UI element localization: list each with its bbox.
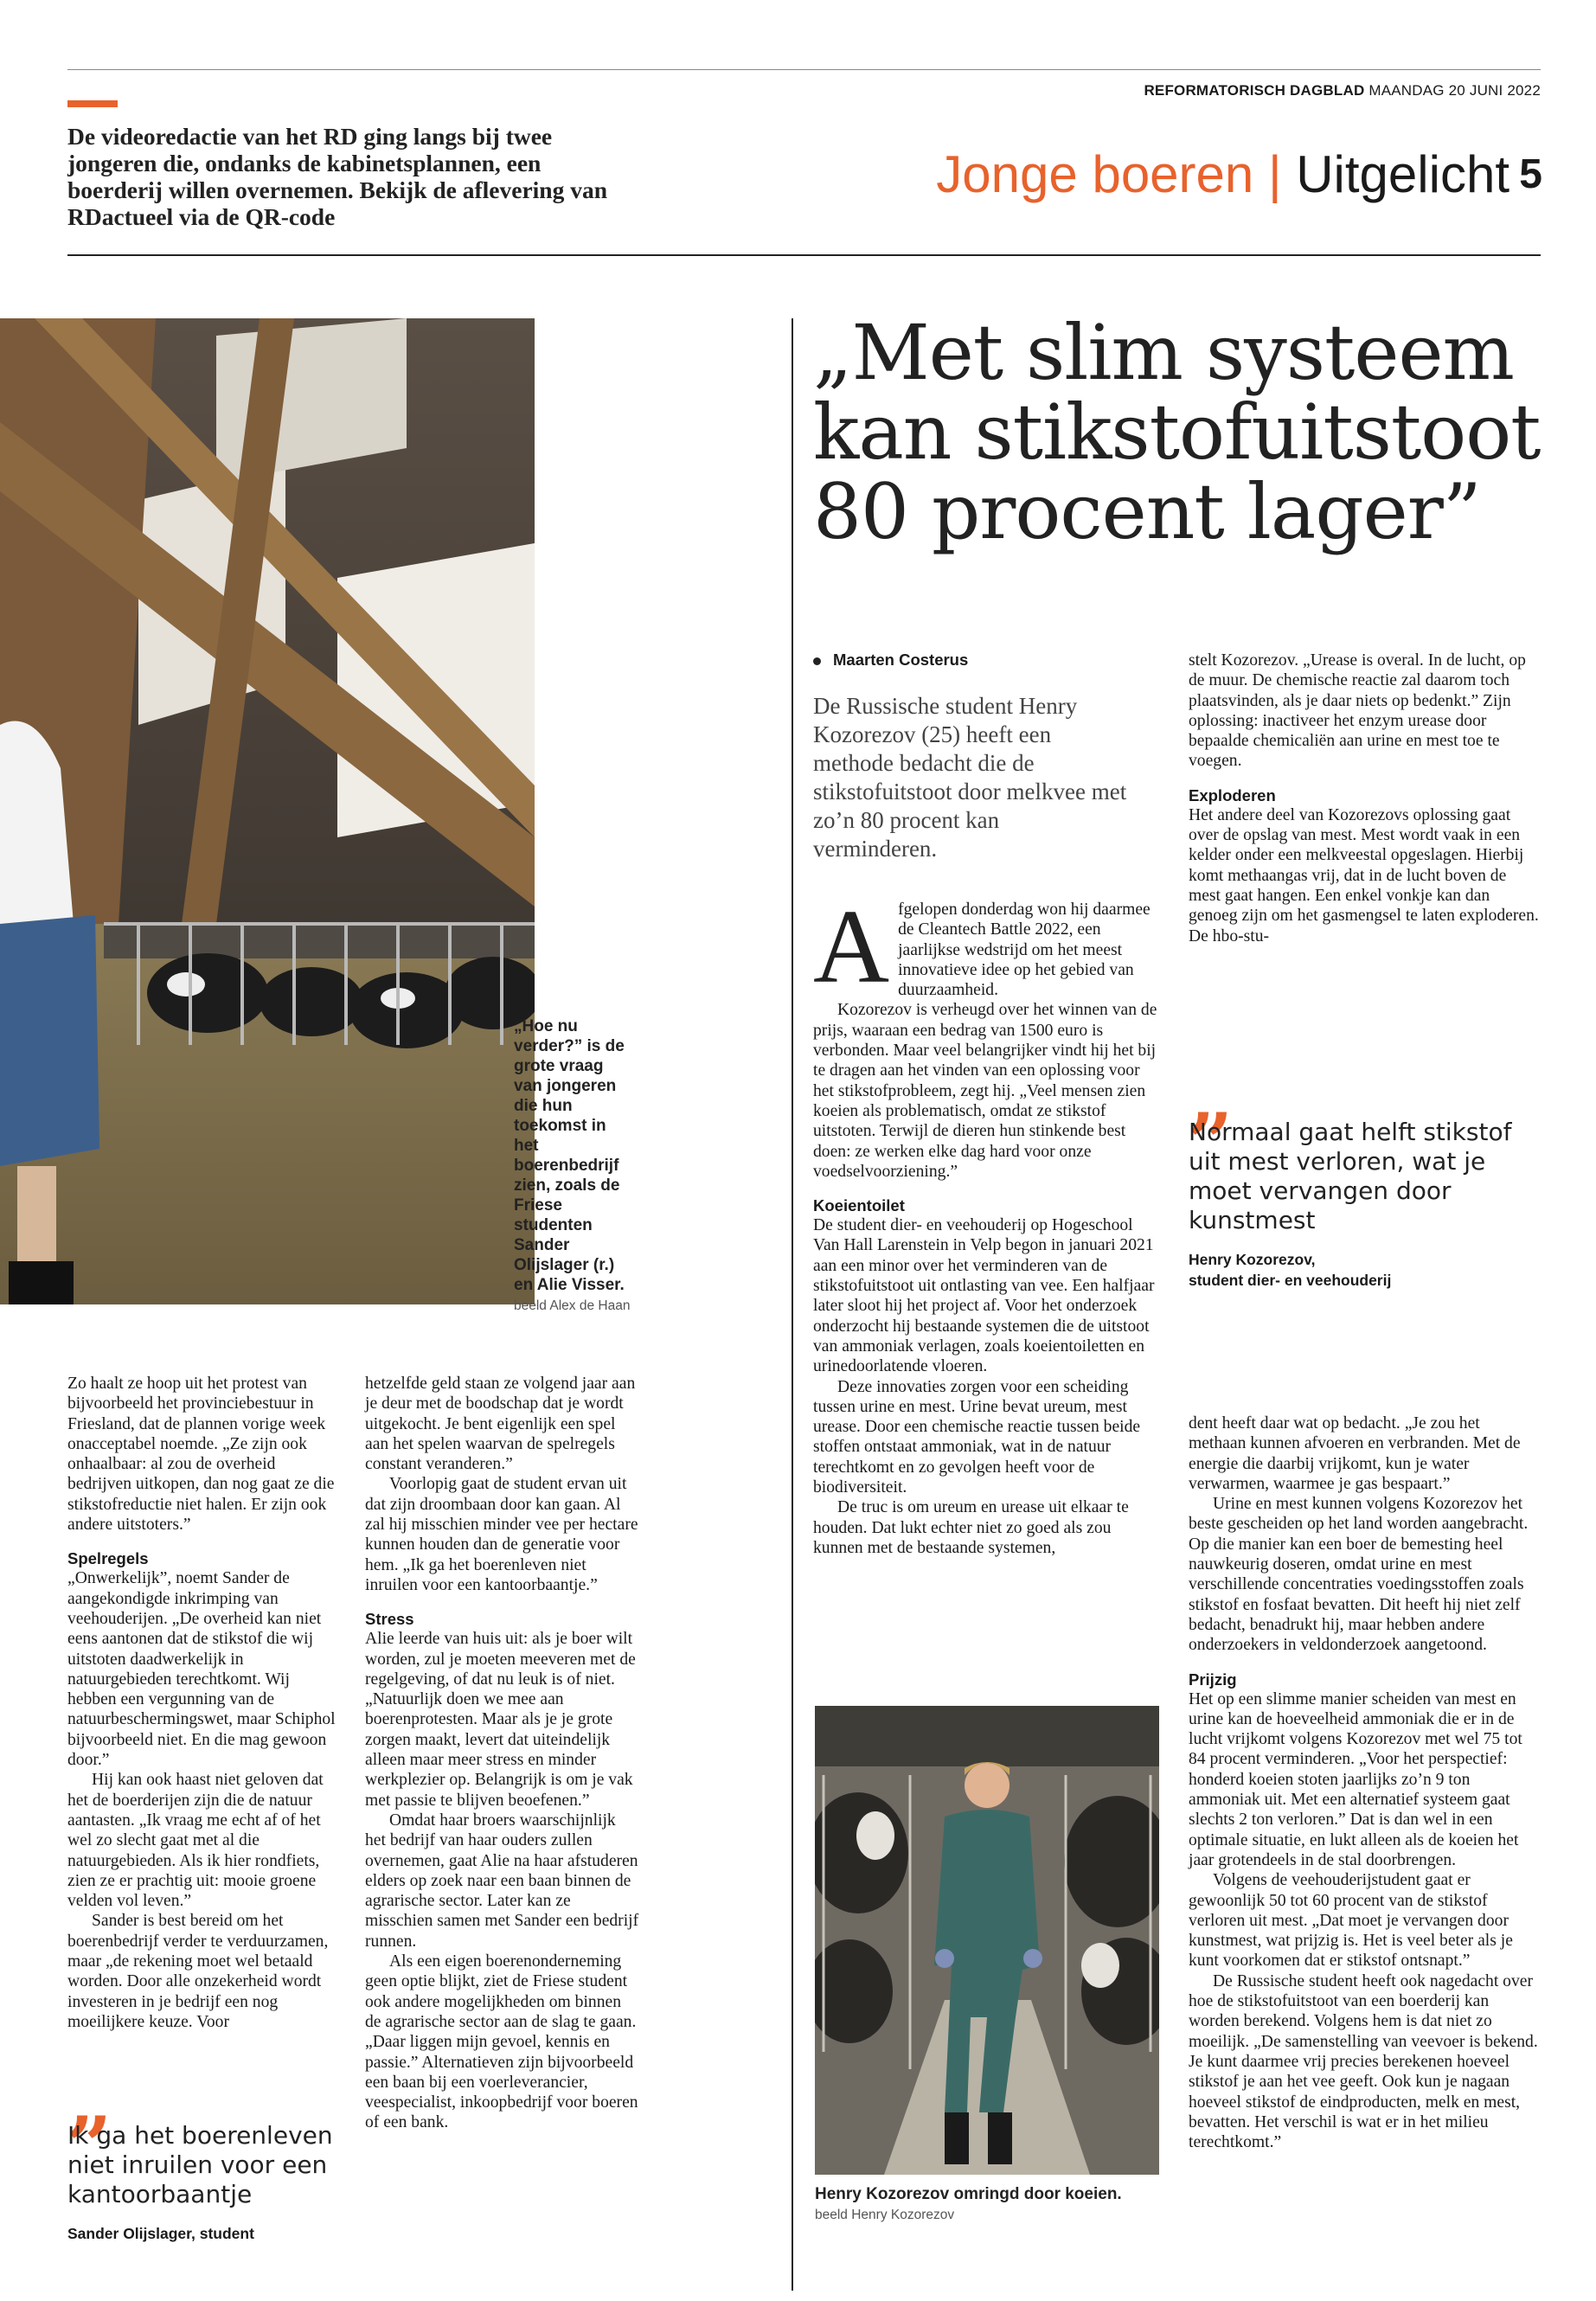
barn-photo-image: [0, 318, 535, 1304]
subheading: Stress: [365, 1610, 414, 1629]
paragraph: Urine en mest kunnen volgens Kozorezov het beste gescheiden op het land worden aangebracht. Op die manier kan een boer de bemesting heel nauwkeurig doseren, omdat urine en mest verschillende concentraties voedingsstoffen zoals stikstof en fosfaat bevatten. Dit heeft hij niet zelf bedacht, benadrukt hij, maar hebben andere onderzoekers in veldonderzoek aangetoond.: [1189, 1495, 1529, 1655]
section-separator: |: [1267, 145, 1282, 203]
pull-quote-text: Ik ga het boerenleven niet inruilen voor een kantoorbaantje: [67, 2121, 333, 2208]
paragraph: stelt Kozorezov. „Urease is overal. In de lucht, op de muur. De chemische reactie zal daarom toch plaatsvinden, als je daar niets op bedenkt.” Zijn oplossing: inactiveer het enzym urease door bepaalde chemicaliën aan urine en mest toe te voegen.: [1189, 651, 1526, 771]
column-divider: [792, 318, 793, 2291]
paragraph: Omdat haar broers waarschijnlijk het bedrijf van haar ouders zullen overnemen, gaat Alie na haar afstuderen elders op zoek naar een baan binnen de agrarische sector. Later kan ze misschien samen met Sander een bedrijf runnen.: [365, 1811, 639, 1951]
header-intro: De videoredactie van het RD ging langs bij twee jongeren die, ondanks de kabinetsplannen, een boerderij willen overnemen. Bekijk de aflevering van RDactueel via de QR-code: [67, 123, 608, 230]
paragraph: Het andere deel van Kozorezovs oplossing gaat over de opslag van mest. Mest wordt vaak in een kelder onder een melkveestal opgeslagen. Hierbij komt methaangas vrij, dat in de lucht boven de mest gaat hangen. Een enkel vonkje kan dan genoeg zijn om het gasmengsel te laten exploderen. De hbo-stu-: [1189, 805, 1539, 945]
article-column-1: [813, 888, 1159, 1558]
paper-name: REFORMATORISCH DAGBLAD: [1144, 82, 1365, 99]
dropcap: A: [813, 888, 890, 1005]
byline: [813, 651, 968, 670]
paper-date: MAANDAG 20 JUNI 2022: [1368, 82, 1541, 99]
paragraph: Als een eigen boerenonderneming geen optie blijkt, ziet de Friese student ook andere mogelijkheden om binnen de agrarische sector aan de slag te gaan. „Daar liggen mijn gevoel, kennis en passie.” Alternatieven zijn bijvoorbeeld een baan bij een voerleverancier, veespecialist, inkoopbedrijf voor boeren of een bank.: [365, 1952, 638, 2132]
article-lead: De Russische student Henry Kozorezov (25) heeft een methode bedacht die de stikstofuitstoot door melkvee met zo’n 80 procent kan verminderen.: [813, 693, 1127, 862]
byline-bullet: [813, 657, 821, 665]
paragraph: hetzelfde geld staan ze volgend jaar aan je deur met de boodschap dat je wordt uitgekocht. Je bent eigenlijk een spel aan het spelen waarvan de spelregels constant veranderen.”: [365, 1375, 636, 1474]
left-story-column-1: [67, 1374, 343, 2032]
left-story-column-2: [365, 1374, 640, 2133]
paragraph: Voorlopig gaat de student ervan uit dat zijn droombaan door kan gaan. Al zal hij misschien minder vee per hectare kunnen houden dan de generatie voor hem. „Ik ga het boerenleven niet inruilen voor een kantoorbaantje.”: [365, 1475, 638, 1594]
paragraph: Zo haalt ze hoop uit het protest van bijvoorbeeld het provinciebestuur in Friesland, dat de plannen vorige week onacceptabel noemde. „Ze zijn ook onhaalbaar: al zou de overheid bedrijven uitkopen, dan nog gaat ze die stikstofreductie niet halen. Er zijn ook andere uitstoters.”: [67, 1375, 335, 1535]
paper-meta: [1144, 82, 1541, 99]
article-headline: „Met slim systeem kan stikstofuitstoot 80 procent lager”: [813, 308, 1541, 556]
kozorezov-photo: [815, 1706, 1159, 2175]
paragraph: Volgens de veehouderijstudent gaat er gewoonlijk 50 tot 60 procent van de stikstof verloren uit mest. „Dat moet je vervangen door kunstmest, wat prijzig is. Het is veel beter als je kunt voorkomen dat er stikstof ontsnapt.”: [1189, 1871, 1513, 1971]
kozorezov-caption-credit: beeld Henry Kozorezov: [815, 2208, 955, 2222]
pull-quote-attribution: [1189, 1249, 1539, 1291]
barn-caption-text: „Hoe nu verder?” is de grote vraag van jongeren die hun toekomst in het boerenbedrijf zien, zoals de Friese studenten Sander Olijslager (r.) en Alie Visser.: [514, 1017, 625, 1294]
orange-accent-bar: [67, 100, 118, 107]
paragraph: De Russische student heeft ook nagedacht over hoe de stikstofuitstoot van een boerderij kan worden berekend. Volgens hem is dat niet zo moeilijk. „De samenstelling van veevoer is bekend. Je kunt daarmee vrij precies berekenen hoeveel stikstof je aan het vee geeft. Ook kun je nagaan hoeveel stikstof de eindproducten, melk en mest, bevatten. Het verschil is wat er in het milieu terechtkomt.”: [1189, 1971, 1538, 2152]
paragraph: Hij kan ook haast niet geloven dat het de boerderijen zijn die de natuur aantasten. „Ik vraag me echt af of het wel zo slecht gaat met al die natuurgebieden. Als ik hier rondfiets, zien ze er prachtig uit: mooie groene velden vol leven.”: [67, 1771, 324, 1911]
paragraph-text: fgelopen donderdag won hij daarmee de Cleantech Battle 2022, een jaarlijkse wedstrijd om het meest innovatieve idee op het gebied van duurzaamheid.: [898, 901, 1151, 1000]
barn-photo: [0, 318, 535, 1304]
paragraph: Sander is best bereid om het boerenbedrijf verder te verduurzamen, maar „de rekening moet wel betaald worden. Door alle onzekerheid wordt investeren in je bedrijf een nog moeilijkere keuze. Voor: [67, 1912, 329, 2031]
section-sub: Uitgelicht: [1296, 145, 1509, 203]
paragraph: Deze innovaties zorgen voor een scheiding tussen urine en mest. Urine bevat ureum, mest urease. Door een chemische reactie tussen beide stoffen ontstaat ammoniak, wat in de natuur terechtkomt en zo gevolgen heeft voor de biodiversiteit.: [813, 1377, 1141, 1497]
pull-quote-attribution: Sander Olijslager, student: [67, 2225, 254, 2242]
barn-caption-credit: beeld Alex de Haan: [514, 1298, 631, 1313]
paragraph: „Onwerkelijk”, noemt Sander de aangekondigde inkrimping van veehouderijen. „De overheid kan niet eens aantonen dat de stikstof die wij uitstoten daadwerkelijk in natuurgebieden terechtkomt. Wij hebben een vergunning van de natuurbeschermingswet, maar Schiphol bijvoorbeeld niet. En die mag gewoon door.”: [67, 1569, 336, 1770]
paragraph: De truc is om ureum en urease uit elkaar te houden. Dat lukt echter niet zo goed als zou kunnen met de bestaande systemen,: [813, 1498, 1129, 1557]
section-heading: [936, 145, 1509, 204]
paragraph: Alie leerde van huis uit: als je boer wilt worden, zul je moeten meeveren met de regelgeving, of dat nu leuk is of niet. „Natuurlijk doen we mee aan boerenprotesten. Maar als je je grote zorgen maakt, levert dat uiteindelijk alleen maar meer stress en minder werkplezier op. Belangrijk is om je vak met passie te blijven beoefenen.”: [365, 1630, 636, 1810]
header-rule: [67, 254, 1541, 256]
pull-quote-role: student dier- en veehouderij: [1189, 1272, 1392, 1289]
quote-mark-icon: „: [67, 2054, 108, 2147]
pull-quote-name: Henry Kozorezov,: [1189, 1251, 1316, 1268]
pull-quote-kozorezov: [1189, 1050, 1539, 1291]
article-column-2: [1189, 651, 1539, 946]
paragraph: De student dier- en veehouderij op Hogeschool Van Hall Larenstein in Velp begon in januari 2021 aan een minor over het verminderen van de stikstofuitstoot uit ontlasting van vee. Een halfjaar later sloot hij het project af. Voor het onderzoek onderzocht hij bestaande systemen die de uitstoot van ammoniak verlagen, zoals koeientoiletten en urinedoorlatende vloeren.: [813, 1216, 1155, 1376]
pull-quote-sander: [67, 2054, 349, 2244]
byline-author: Maarten Costerus: [833, 651, 969, 669]
page-number: 5: [1519, 151, 1542, 197]
paragraph: Kozorezov is verheugd over het winnen van de prijs, waaraan een bedrag van 1500 euro is verbonden. Maar veel belangrijker vindt hij het bij te dragen aan het vinden van een oplossing voor het stikstofprobleem, zegt hij. „Veel mensen zien koeien als problematisch, omdat ze stikstof uitstoten. Terwijl de dieren hun stinkende best doen: ze werken elke dag hard voor onze voedselvoorziening.”: [813, 1001, 1157, 1181]
top-rule: [67, 69, 1541, 70]
article-column-2-continued: [1189, 1413, 1539, 2152]
kozorezov-photo-caption: [815, 2184, 1135, 2225]
subheading: Prijzig: [1189, 1670, 1237, 1689]
kozorezov-photo-image: [815, 1706, 1159, 2175]
kozorezov-caption-text: Henry Kozorezov omringd door koeien.: [815, 2185, 1122, 2203]
section-name: Jonge boeren: [936, 145, 1254, 203]
subheading: Spelregels: [67, 1549, 149, 1568]
pull-quote-text: Normaal gaat helft stikstof uit mest verloren, wat je moet vervangen door kunstmest: [1189, 1118, 1512, 1234]
subheading: Exploderen: [1189, 785, 1276, 804]
paragraph: [813, 888, 1159, 1005]
barn-photo-caption: [514, 1016, 633, 1316]
subheading: Koeientoilet: [813, 1196, 905, 1215]
quote-mark-icon: „: [1189, 1050, 1229, 1144]
paragraph: dent heeft daar wat op bedacht. „Je zou het methaan kunnen afvoeren en verbranden. Met de energie die daarbij vrijkomt, kun je water verwarmen, waarmee je gas bespaart.”: [1189, 1414, 1521, 1493]
paragraph: Het op een slimme manier scheiden van mest en urine kan de hoeveelheid ammoniak die er in de lucht vrijkomt volgens Kozorezov met wel 75 tot 84 procent verminderen. „Voor het perspectief: honderd koeien stoten jaarlijks zo’n 9 ton ammoniak uit. Met een alternatief systeem gaat slechts 2 ton verloren.” Dat is dan wel in een optimale situatie, en lukt alleen als de koeien het jaar grotendeels in de stal doorbrengen.: [1189, 1689, 1522, 1869]
